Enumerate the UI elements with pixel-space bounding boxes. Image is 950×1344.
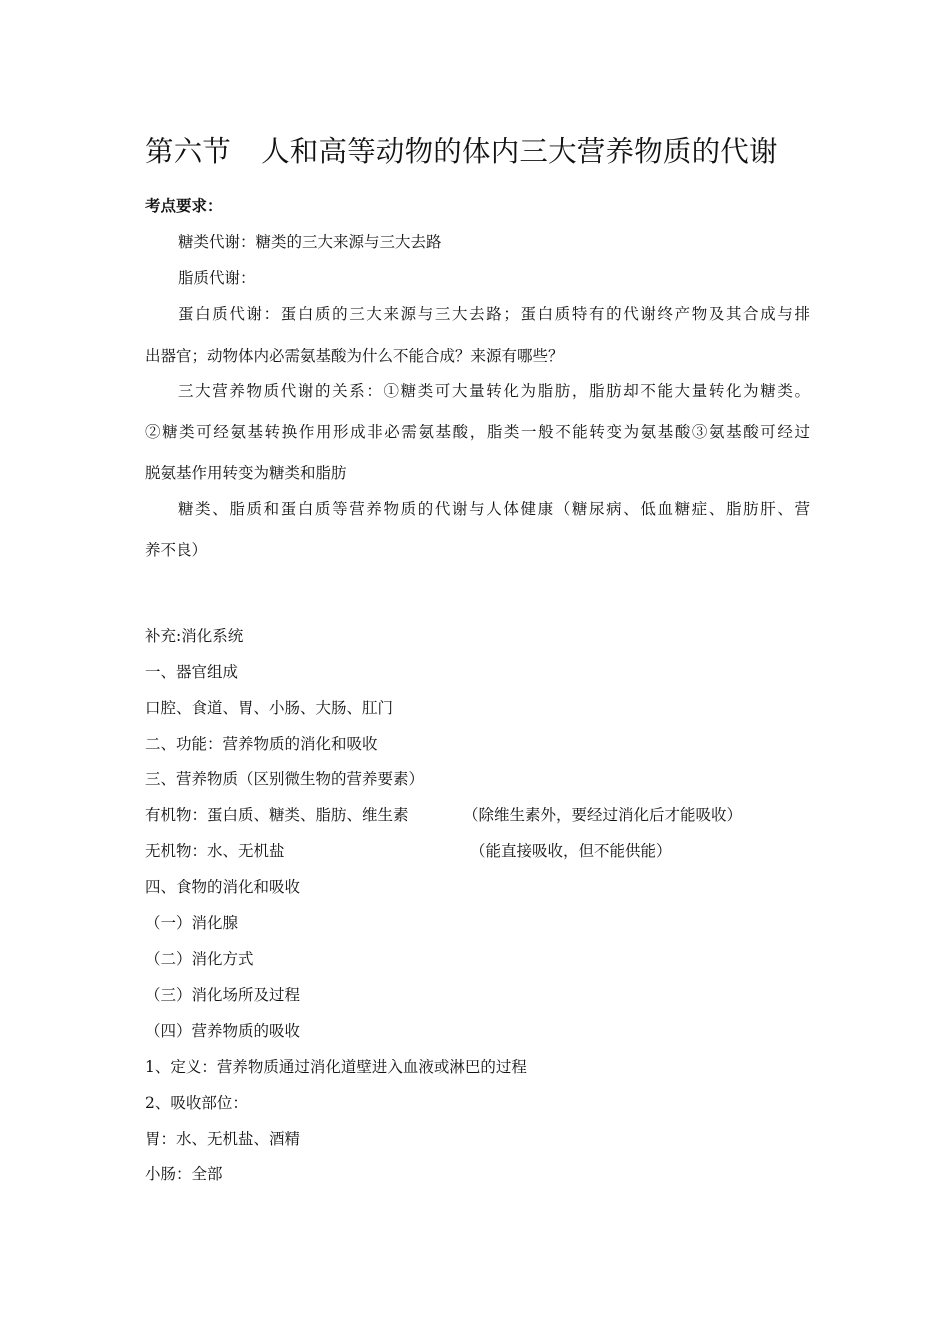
organs-list: 口腔、食道、胃、小肠、大肠、肛门 xyxy=(145,699,394,717)
organs-heading: 一、器官组成 xyxy=(145,663,239,681)
nutrients-heading: 三、营养物质（区别微生物的营养要素） xyxy=(145,770,425,788)
digestion-subsection-3: （三）消化场所及过程 xyxy=(145,986,301,1004)
requirement-sugar: 糖类代谢：糖类的三大来源与三大去路 xyxy=(178,233,442,251)
absorption-small-intestine: 小肠：全部 xyxy=(145,1165,223,1183)
requirement-lipid: 脂质代谢： xyxy=(178,269,256,287)
inorganic-note: （能直接吸收，但不能供能） xyxy=(470,842,672,860)
absorption-stomach: 胃：水、无机盐、酒精 xyxy=(145,1130,301,1148)
organic-nutrients: 有机物：蛋白质、糖类、脂肪、维生素 xyxy=(145,806,409,824)
organic-note: （除维生素外，要经过消化后才能吸收） xyxy=(463,806,743,824)
requirement-protein-line-2: 出器官；动物体内必需氨基酸为什么不能合成？来源有哪些？ xyxy=(145,347,564,365)
requirement-protein-line-1: 蛋白质代谢：蛋白质的三大来源与三大去路；蛋白质特有的代谢终产物及其合成与排 xyxy=(178,305,810,323)
section-number: 第六节 xyxy=(145,135,232,168)
inorganic-nutrients: 无机物：水、无机盐 xyxy=(145,842,285,860)
digestion-subsection-4: （四）营养物质的吸收 xyxy=(145,1022,301,1040)
page-title xyxy=(145,132,778,172)
section-title: 人和高等动物的体内三大营养物质的代谢 xyxy=(261,135,778,168)
requirement-relation-line-3: 脱氨基作用转变为糖类和脂肪 xyxy=(145,464,347,482)
requirement-health-line-1: 糖类、脂质和蛋白质等营养物质的代谢与人体健康（糖尿病、低血糖症、脂肪肝、营 xyxy=(178,500,810,518)
requirements-heading: 考点要求： xyxy=(145,196,223,215)
absorption-definition: 1、定义：营养物质通过消化道壁进入血液或淋巴的过程 xyxy=(145,1058,527,1076)
supplement-heading: 补充:消化系统 xyxy=(145,627,244,645)
requirement-relation-line-2: ②糖类可经氨基转换作用形成非必需氨基酸，脂类一般不能转变为氨基酸③氨基酸可经过 xyxy=(145,423,810,441)
absorption-site-heading: 2、吸收部位： xyxy=(145,1094,248,1112)
digestion-subsection-1: （一）消化腺 xyxy=(145,914,239,932)
digestion-heading: 四、食物的消化和吸收 xyxy=(145,878,301,896)
digestion-subsection-2: （二）消化方式 xyxy=(145,950,254,968)
function-line: 二、功能：营养物质的消化和吸收 xyxy=(145,735,378,753)
requirement-relation-line-1: 三大营养物质代谢的关系：①糖类可大量转化为脂肪，脂肪却不能大量转化为糖类。 xyxy=(178,382,810,400)
requirement-health-line-2: 养不良） xyxy=(145,541,208,559)
